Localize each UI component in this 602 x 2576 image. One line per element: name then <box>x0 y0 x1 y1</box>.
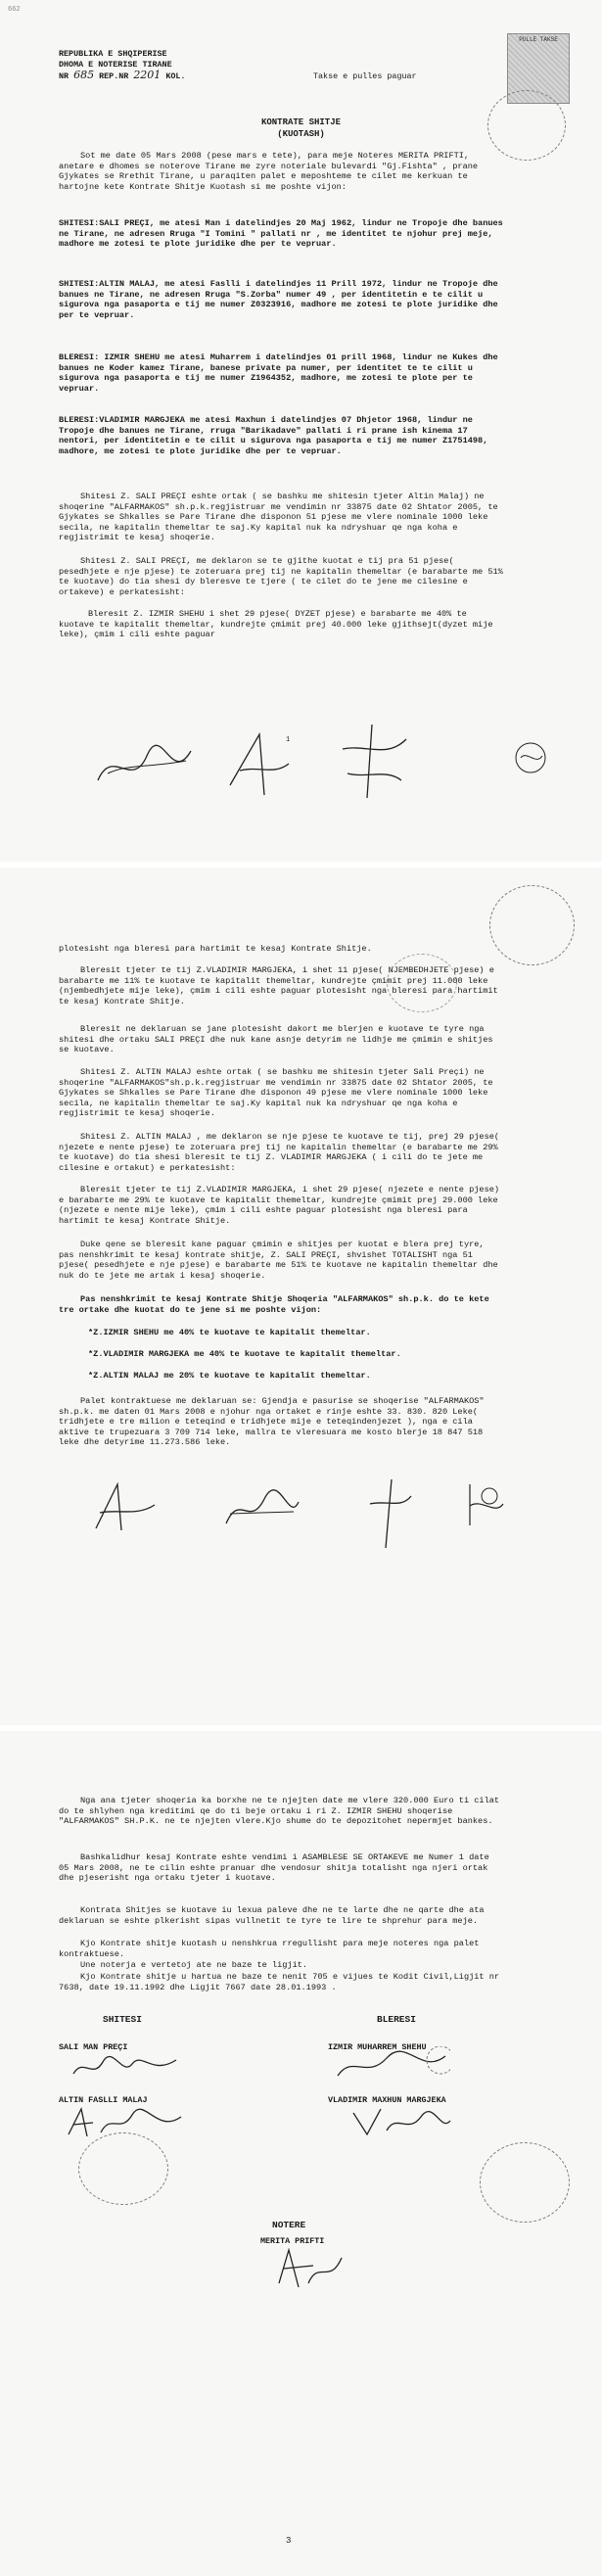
round-stamp-icon <box>78 2132 168 2205</box>
header-chamber: DHOMA E NOTERISE TIRANE <box>59 60 172 70</box>
paragraph-company-debt: Nga ana tjeter shoqeria ka borxhe ne te njejten date me vlere 320.000 Euro ti cilat do te shlyhen nga kreditimi qe do ti beje ortaku i ri Z. IZMIR SHEHU shoqerise "ALFARMAKOS" SH.P.K. ne te njejten vlere.Kjo shume do te depozitohet nepermjet bankes. <box>59 1796 505 1827</box>
notary-name: MERITA PRIFTI <box>260 2236 325 2246</box>
seller-1-paragraph: SHITESI:SALI PREÇI, me atesi Man i datelindjes 20 Maj 1962, lindur ne Tropoje dhe banues ne Tirane, ne adresen Rruga "I Tomini " pallati nr , me identitet te njohur prej meje, madhore me zotesi te plote juridike dhe per te vepruar. <box>59 218 508 250</box>
paragraph-certification: Une noterja e vertetoj ate ne baze te ligjit. <box>80 1960 308 1970</box>
signature-3-icon <box>362 1475 416 1553</box>
buyer-2-signature-icon <box>347 2103 455 2142</box>
document-page-1 <box>0 0 602 862</box>
intro-paragraph: Sot me date 05 Mars 2008 (pese mars e tete), para meje Noteres MERITA PRIFTI, anetare e dhomes se noterove Tirane me zyre noteriale bulevardi "Gj.Fishta" , prane Gjykates se Rrethit Tirane, u paraqiten palet e meposhteme te cilet me kerkuan te hartojne kete Kontrate Shitje Kuotash si me poshte vijon: <box>59 151 484 192</box>
document-title: KONTRATE SHITJE <box>260 117 341 127</box>
header-nr-value: 685 <box>73 69 95 81</box>
buyer-2-paragraph: BLERESI:VLADIMIR MARGJEKA me atesi Maxhun i datelindjes 07 Dhjetor 1968, lindur ne Tropoje dhe banues ne Tirane, rruga "Barikadave" pallati i ri prane ish kinema 17 nentori, per identitetin e te cilit u sigurova nga pasaporta e tij me numer Z1751498, madhore, me zotesi te plote juridike dhe per te vepruar. <box>59 415 493 456</box>
buyers-label: BLERESI <box>377 2014 416 2025</box>
round-stamp-icon <box>480 2142 570 2223</box>
paragraph-signed: Kjo Kontrate shitje kuotash u nenshkrua rregullisht para meje noteres nga palet kontraktuese. <box>59 1939 485 1959</box>
signature-1-icon <box>88 1479 162 1538</box>
paragraph-read-to-parties: Kontrata Shitjes se kuotave iu lexua paleve dhe ne te larte dhe ne qarte dhe ata deklaruan se eshte plkerisht sipas vullnetit te tyre te lire te shprehur para meje. <box>59 1905 489 1926</box>
signature-4-icon <box>509 736 553 780</box>
header-republic: REPUBLIKA E SHQIPERISE <box>59 49 167 59</box>
notary-label: NOTERE <box>272 2220 306 2230</box>
paragraph-altin-sale-vladimir: Bleresit tjeter te tij Z.VLADIMIR MARGJEKA, i shet 29 pjese( njezete e nente pjese) e barabarte me 29% te kuotave te kapitalit themeltar, kundrejte çmimit prej 29.000 leke (njezete e nente mije leke), çmim i cili eshte paguar plotesisht nga bleresi para hartimit te kesaj Kontrate Shitje. <box>59 1185 505 1226</box>
paragraph-payment-izmir: plotesisht nga bleresi para hartimit te kesaj Kontrate Shitje. <box>59 944 372 954</box>
seller-1-signature-icon <box>69 2052 186 2084</box>
page-3-number: 3 <box>286 2536 292 2546</box>
paragraph-sale-izmir: Bleresit Z. IZMIR SHEHU i shet 29 pjese( DYZET pjese) e barabarte me 40% te kuotave te kapitalit themeltar, kundrejte çmimit prej 40.000 leke gjithsejt(dyzet mije leke), çmim i cili eshte paguar <box>59 609 498 640</box>
shareholder-vladimir: *Z.VLADIMIR MARGJEKA me 40% te kuotave te kapitalit themeltar. <box>88 1349 401 1359</box>
paragraph-altin-sale-intent: Shitesi Z. ALTIN MALAJ , me deklaron se nje pjese te kuotave te tij, prej 29 pjese( njezete e nente pjese) te zoteruara prej tij ne kapitalin themeltar (e barabarte me 29% te kuotave) do tia shesi bleresit te tij Z. VLADIMIR MARGJEKA ( i cili do te jete me cilesine e ortakut) e perkatesisht: <box>59 1132 505 1173</box>
paragraph-altin-ownership: Shitesi Z. ALTIN MALAJ eshte ortak ( se bashku me shitesin tjeter Sali Preçi) ne shoqerine "ALFARMAKOS"sh.p.k.regjistruar me vendimin nr 33875 date 02 Shtator 2005, te Gjykates se Shkalles se Pare Tirane dhe disponon 49 pjese me vlere nominale 1000 leke secila, ne kapitalin themeltar te saj.Ky kapital nuk ka ndryshuar qe nga koha e regjistrimit te kesaj shoqerie. <box>59 1067 498 1119</box>
paragraph-company-assets: Palet kontraktuese me deklaruan se: Gjendja e pasurise se shoqerise "ALFARMAKOS" sh.p.k. me daten 01 Mars 2008 e njohur nga ortaket e rinje eshte 33. 830. 820 Leke( tridhjete e tre milion e teteqind e tridhjete mije e teteqindenjezet ), nga e cila aktive te trupezuara 3 709 714 leke, mallra te vleresuara me kosto blerje 18 847 518 leke dhe detyrime 11.273.586 leke. <box>59 1396 489 1448</box>
seller-2-name: ALTIN FASLLI MALAJ <box>59 2095 148 2105</box>
paragraph-ownership: Shitesi Z. SALI PREÇI eshte ortak ( se bashku me shitesin tjeter Altin Malaj) ne shoqerine "ALFARMAKOS" sh.p.k.regjistruar me vendimin nr 33875 date 02 Shtator 2005, te Gjykates se Shkalles se Pare Tirane dhe disponon 51 pjese me vlere nominale 1000 leke secila, ne kapitalin themeltar te saj.Ky kapital nuk ka ndryshuar qe nga koha e regjistrimit te kesaj shoqerie. <box>59 492 503 543</box>
paragraph-assembly-decision: Bashkalidhur kesaj Kontrate eshte vendimi i ASAMBLESE SE ORTAKEVE me Numer 1 date 05 Mars 2008, ne te cilin eshte pranuar dhe vendosur shitja totalisht nga njeri ortak dhe pjeserisht nga ortaku tjeter i kuotave. <box>59 1852 494 1884</box>
signature-1-icon <box>93 736 201 795</box>
notary-signature-icon <box>269 2244 347 2295</box>
paragraph-legal-basis: Kjo Kontrate shitje u hartua ne baze te nenit 705 e vijues te Kodit Civil,Ligjit nr 7638, date 19.11.1992 dhe Ligjit 7667 date 28.01.1993 . <box>59 1972 505 1992</box>
document-page-3 <box>0 1731 602 2576</box>
signature-4-icon <box>460 1476 509 1535</box>
paragraph-sali-exit: Duke qene se bleresit kane paguar çmimin e shitjes per kuotat e blera prej tyre, pas nenshkrimit te kesaj kontrate shitje, Z. SALI PREÇI, shvishet TOTALISHT nga 51 pjese( pesedhjete e nje pjese) e barabarte me 51% te kuotave ne kapitalin themeltar dhe nuk do te jete me artak i kesaj shoqerie. <box>59 1240 503 1281</box>
header-kol-label: KOL. <box>165 71 186 81</box>
buyer-2-name: VLADIMIR MAXHUN MARGJEKA <box>328 2095 446 2105</box>
tax-note: Takse e pulles paguar <box>313 71 417 81</box>
paragraph-buyers-agreement: Bleresit ne deklaruan se jane plotesisht dakort me blerjen e kuotave te tyre nga shitesi dhe ortaku SALI PREÇI dhe nuk kane asnje detyrim ne lidhje me çmimin e shitjes se kuotave. <box>59 1024 498 1055</box>
document-page-2 <box>0 867 602 1725</box>
header-nr-label: NR <box>59 71 69 81</box>
header-numbers <box>59 70 185 81</box>
buyer-1-paragraph: BLERESI: IZMIR SHEHU me atesi Muharrem i datelindjes 01 prill 1968, lindur ne Kukes dhe banues ne Koder kamez Tirane, banese private pa numer, per identitet te te cilit u sigurova nga pasaporta e tij me numer Z1964352, madhore, me zotesi te plote per te vepruar. <box>59 352 503 394</box>
paragraph-new-shareholders: Pas nenshkrimit te kesaj Kontrate Shitje Shoqeria "ALFARMAKOS" sh.p.k. do te kete tre ortake dhe kuotat do te jene si me poshte vijon: <box>59 1294 494 1315</box>
header-rep-value: 2201 <box>133 69 162 81</box>
buyer-1-signature-icon <box>333 2046 450 2084</box>
paragraph-sale-vladimir: Bleresit tjeter te tij Z.VLADIMIR MARGJEKA, i shet 11 pjese( NJEMBEDHJETE pjese) e barabarte me 11% te kuotave te kapitalit themeltar, kundrejte çmimit prej 11.000 leke (njembedhjete mije leke), çmim i cili eshte paguar plotesisht nga bleresi para hartimit te kesaj Kontrate Shitje. <box>59 965 503 1007</box>
buyer-1-name: IZMIR MUHARREM SHEHU <box>328 2042 427 2052</box>
signature-3-icon <box>328 720 416 803</box>
header-rep-label: REP.NR <box>99 71 129 81</box>
seller-2-paragraph: SHITESI:ALTIN MALAJ, me atesi Faslli i datelindjes 11 Prill 1972, lindur ne Tropoje dhe banues ne Tirane, ne adresen Rruga "S.Zorba" numer 49 , per identitetin e te cilit u sigurova nga pasaporta e tij me numer Z0323916, madhore me zotesi te plote juridike dhe per te vepruar. <box>59 279 503 320</box>
document-subtitle: (KUOTASH) <box>277 129 325 139</box>
paragraph-sale-intent: Shitesi Z. SALI PREÇI, me deklaron se te gjithe kuotat e tij pra 51 pjese( pesedhjete e nje pjese) te zoteruara prej tij ne kapitalin themeltar (e barabarte me 51% te kuotave) do tia shesi dy bleresve te tjere ( te cilet do te jene me cilesine e ortakeve) e perkatesisht: <box>59 556 508 597</box>
seller-1-name: SALI MAN PREÇI <box>59 2042 128 2052</box>
sellers-label: SHITESI <box>103 2014 142 2025</box>
shareholder-altin: *Z.ALTIN MALAJ me 20% te kuotave te kapitalit themeltar. <box>88 1371 371 1381</box>
page-1-number: 1 <box>286 736 291 744</box>
corner-mark: 662 <box>8 6 21 14</box>
signature-2-icon <box>220 1484 303 1533</box>
shareholder-izmir: *Z.IZMIR SHEHU me 40% te kuotave te kapitalit themeltar. <box>88 1328 371 1337</box>
tax-stamp-label: PULLE TAKSE <box>519 36 558 43</box>
